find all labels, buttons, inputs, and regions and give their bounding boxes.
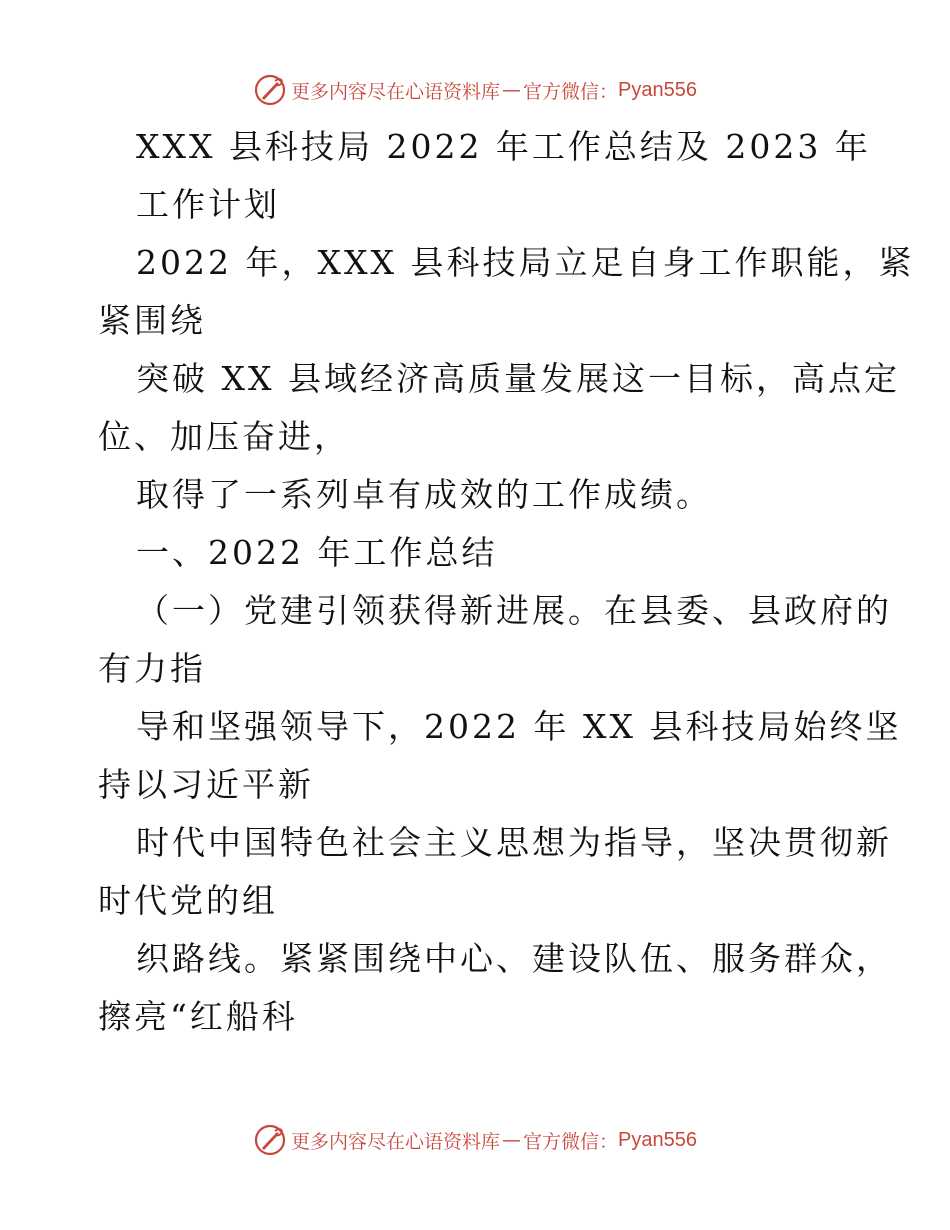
paragraph-line: 取得了一系列卓有成效的工作成绩。: [136, 475, 712, 514]
paragraph-line: 时代中国特色社会主义思想为指导，坚决贯彻新: [136, 823, 892, 862]
banner-dash: —: [502, 1129, 522, 1151]
paragraph-line: 导和坚强领导下，2022 年 XX 县科技局始终坚: [136, 707, 902, 746]
paragraph-line: 2022 年，XXX 县科技局立足自身工作职能，紧: [136, 243, 915, 282]
paragraph-line: 时代党的组: [98, 881, 278, 920]
banner-wechat-id: Pyan556: [618, 1128, 697, 1151]
paragraph-line: 擦亮“红船科: [98, 997, 298, 1036]
paragraph-line: 突破 XX 县域经济高质量发展这一目标，高点定: [136, 359, 900, 398]
header-banner: [0, 70, 950, 110]
quill-seal-icon: [253, 73, 287, 107]
banner-title: 更多内容尽在心语资料库: [291, 80, 501, 103]
paragraph-line: 持以习近平新: [98, 765, 314, 804]
document-title-line-2: 工作计划: [136, 185, 280, 224]
banner-wechat-label: 官方微信：: [523, 1130, 619, 1153]
subsection-heading: （一）党建引领获得新进展。在县委、县政府的: [136, 591, 892, 630]
document-title-line-1: XXX 县科技局 2022 年工作总结及 2023 年: [136, 127, 871, 166]
banner-dash: —: [502, 79, 522, 101]
section-heading: 一、2022 年工作总结: [136, 533, 498, 572]
banner-wechat-label: 官方微信：: [523, 80, 619, 103]
paragraph-line: 紧围绕: [98, 301, 206, 340]
quill-seal-icon: [253, 1123, 287, 1157]
paragraph-line: 织路线。紧紧围绕中心、建设队伍、服务群众，: [136, 939, 892, 978]
banner-wechat-id: Pyan556: [618, 78, 697, 101]
document-body: [98, 118, 915, 1046]
paragraph-line: 位、加压奋进，: [98, 417, 350, 456]
footer-banner: [0, 1120, 950, 1160]
paragraph-line: 有力指: [98, 649, 206, 688]
banner-title: 更多内容尽在心语资料库: [291, 1130, 501, 1153]
